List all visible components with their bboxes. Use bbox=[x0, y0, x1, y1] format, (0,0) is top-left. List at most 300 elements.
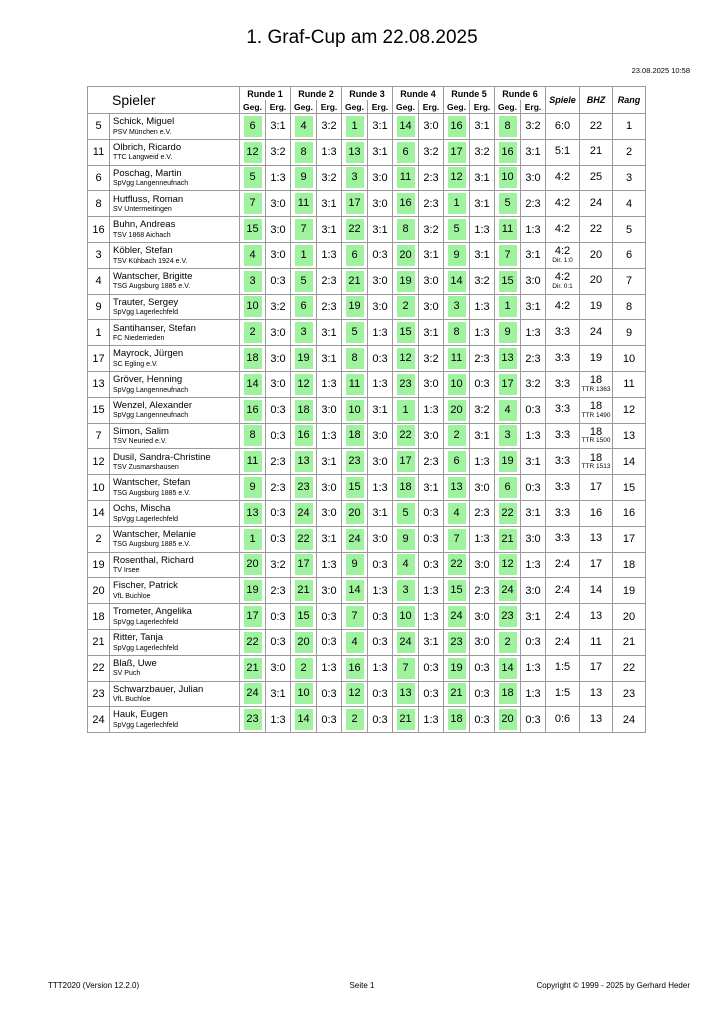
round-6-result: 0:3 bbox=[525, 404, 541, 417]
round-1-opponent: 7 bbox=[244, 193, 262, 214]
round-5-opponent-cell bbox=[444, 191, 470, 217]
round-6-result-cell bbox=[521, 449, 546, 475]
rang-cell bbox=[613, 294, 646, 320]
round-3-result-cell bbox=[368, 114, 393, 140]
round-5-result: 1:3 bbox=[474, 326, 490, 339]
round-3-opponent: 10 bbox=[346, 400, 364, 421]
round-3-opponent: 16 bbox=[346, 658, 364, 679]
round-5-result-cell bbox=[470, 707, 495, 733]
round-2-result: 3:0 bbox=[321, 507, 337, 520]
round-5-opponent: 9 bbox=[448, 245, 466, 266]
round-4-opponent: 1 bbox=[397, 400, 415, 421]
round-1-result-cell bbox=[266, 346, 291, 372]
round-4-opponent-cell bbox=[393, 165, 419, 191]
rang-cell bbox=[613, 191, 646, 217]
player-name: Trauter, Sergey bbox=[113, 296, 179, 308]
round-3-result-cell bbox=[368, 397, 393, 423]
spiele-cell bbox=[546, 681, 580, 707]
round-3-result-cell bbox=[368, 655, 393, 681]
round-1-result: 1:3 bbox=[270, 171, 286, 184]
bhz-cell bbox=[580, 268, 613, 294]
round-2-opponent: 10 bbox=[295, 683, 313, 704]
round-6-opponent-cell bbox=[495, 217, 521, 243]
round-6-opponent: 8 bbox=[499, 116, 517, 137]
round-5-opponent: 8 bbox=[448, 322, 466, 343]
round-6-opponent: 16 bbox=[499, 142, 517, 163]
footer-copyright: Copyright © 1999 - 2025 by Gerhard Heder bbox=[536, 981, 690, 990]
round-4-result-cell bbox=[419, 114, 444, 140]
rang-value: 17 bbox=[622, 533, 636, 546]
round-2-result: 1:3 bbox=[321, 378, 337, 391]
round-2-opponent-cell bbox=[291, 191, 317, 217]
round-5-opponent-cell bbox=[444, 526, 470, 552]
round-4-result-cell bbox=[419, 346, 444, 372]
round-6-result-cell bbox=[521, 655, 546, 681]
rang-value: 16 bbox=[622, 507, 636, 520]
round-3-result-cell bbox=[368, 604, 393, 630]
rang-cell bbox=[613, 655, 646, 681]
bhz-cell bbox=[580, 655, 613, 681]
round-3-opponent: 1 bbox=[346, 116, 364, 137]
rang-cell bbox=[613, 475, 646, 501]
spiele-cell bbox=[546, 165, 580, 191]
round-2-opponent: 11 bbox=[295, 193, 313, 214]
round-3-result: 0:3 bbox=[372, 687, 388, 700]
round-3-result: 0:3 bbox=[372, 558, 388, 571]
round-2-opponent-cell bbox=[291, 165, 317, 191]
round-5-result-cell bbox=[470, 242, 495, 268]
round-6-result: 3:0 bbox=[525, 171, 541, 184]
round-3-result-cell bbox=[368, 423, 393, 449]
spiele-value: 3:3 bbox=[554, 326, 571, 338]
round-6-opponent-cell bbox=[495, 707, 521, 733]
bhz-cell bbox=[580, 423, 613, 449]
round-6-result: 3:1 bbox=[525, 507, 541, 520]
start-number-cell bbox=[88, 114, 110, 140]
player-cell bbox=[110, 191, 240, 217]
round-1-opponent-cell bbox=[240, 294, 266, 320]
round-4-opponent-cell bbox=[393, 294, 419, 320]
round-2-result-cell bbox=[317, 114, 342, 140]
round-5-opponent: 15 bbox=[448, 580, 466, 601]
rang-value: 11 bbox=[623, 378, 635, 391]
rang-cell bbox=[613, 320, 646, 346]
player-club: SpVgg Lagerlechfeld bbox=[113, 644, 178, 652]
round-1-result-cell bbox=[266, 707, 291, 733]
rang-value: 5 bbox=[625, 223, 633, 236]
round-5-opponent-cell bbox=[444, 294, 470, 320]
start-number: 15 bbox=[92, 404, 105, 417]
round-4-opponent: 6 bbox=[397, 142, 415, 163]
round-5-opponent-cell bbox=[444, 268, 470, 294]
round-5-opponent: 1 bbox=[448, 193, 466, 214]
player-name: Blaß, Uwe bbox=[113, 657, 157, 669]
bhz-cell bbox=[580, 346, 613, 372]
round-5-result: 3:2 bbox=[474, 404, 490, 417]
start-number: 6 bbox=[95, 171, 102, 184]
round-6-opponent-cell bbox=[495, 320, 521, 346]
table-row bbox=[88, 320, 646, 346]
round-6-opponent-cell bbox=[495, 526, 521, 552]
round-1-opponent-cell bbox=[240, 242, 266, 268]
round-5-opponent: 19 bbox=[448, 658, 466, 679]
round-2-result-cell bbox=[317, 165, 342, 191]
round-1-result: 3:0 bbox=[270, 662, 286, 675]
round-6-result-cell bbox=[521, 320, 546, 346]
round-1-opponent: 24 bbox=[244, 683, 262, 704]
round-6-result-cell bbox=[521, 191, 546, 217]
round-5-result: 2:3 bbox=[474, 352, 490, 365]
round-4-opponent: 12 bbox=[397, 348, 415, 369]
direct-comparison-note: Dir. 1:0 bbox=[552, 256, 573, 264]
round-3-opponent: 22 bbox=[346, 219, 364, 240]
round-1-opponent: 9 bbox=[244, 477, 262, 498]
round-2-opponent: 23 bbox=[295, 477, 313, 498]
round-1-result-cell bbox=[266, 578, 291, 604]
round-2-result-cell bbox=[317, 500, 342, 526]
round-4-result-cell bbox=[419, 578, 444, 604]
round-3-result: 1:3 bbox=[372, 662, 388, 675]
round-5-opponent-cell bbox=[444, 139, 470, 165]
rang-value: 22 bbox=[622, 662, 636, 675]
round-1-result: 0:3 bbox=[270, 275, 286, 288]
round-2-opponent-cell bbox=[291, 526, 317, 552]
round-3-result-cell bbox=[368, 449, 393, 475]
player-name: Köbler, Stefan bbox=[113, 245, 173, 257]
start-number-cell bbox=[88, 165, 110, 191]
round-1-opponent-cell bbox=[240, 423, 266, 449]
spiele-cell bbox=[546, 655, 580, 681]
bhz-value: 17 bbox=[589, 480, 603, 493]
round-3-result: 3:0 bbox=[372, 197, 388, 210]
table-row bbox=[88, 346, 646, 372]
player-cell bbox=[110, 397, 240, 423]
round-4-opponent-cell bbox=[393, 552, 419, 578]
spiele-value: 4:2 bbox=[554, 245, 571, 258]
rang-cell bbox=[613, 242, 646, 268]
round-1-result-cell bbox=[266, 139, 291, 165]
rang-value: 9 bbox=[625, 326, 633, 339]
round-6-result-cell bbox=[521, 139, 546, 165]
round-5-result: 3:1 bbox=[474, 249, 490, 262]
round-5-opponent: 12 bbox=[448, 167, 466, 188]
player-name: Poschag, Martin bbox=[113, 167, 182, 179]
round-1-result-cell bbox=[266, 552, 291, 578]
round-2-opponent: 2 bbox=[295, 658, 313, 679]
round-3-result: 3:0 bbox=[372, 533, 388, 546]
bhz-cell bbox=[580, 707, 613, 733]
start-number-cell bbox=[88, 681, 110, 707]
round-4-result-cell bbox=[419, 242, 444, 268]
round-2-result-cell bbox=[317, 346, 342, 372]
round-2-opponent-cell bbox=[291, 397, 317, 423]
start-number-cell bbox=[88, 578, 110, 604]
start-number-cell bbox=[88, 604, 110, 630]
round-3-opponent: 5 bbox=[346, 322, 364, 343]
bhz-cell bbox=[580, 397, 613, 423]
round-2-result: 3:1 bbox=[321, 326, 337, 339]
table-row bbox=[88, 681, 646, 707]
start-number-cell bbox=[88, 475, 110, 501]
bhz-value: 21 bbox=[589, 145, 603, 158]
player-cell bbox=[110, 139, 240, 165]
start-number-cell bbox=[88, 629, 110, 655]
round-5-result: 0:3 bbox=[474, 378, 490, 391]
round-5-opponent: 24 bbox=[448, 606, 466, 627]
player-cell bbox=[110, 242, 240, 268]
rang-cell bbox=[613, 629, 646, 655]
round-2-result: 1:3 bbox=[321, 146, 337, 159]
round-2-opponent: 24 bbox=[295, 503, 313, 524]
print-timestamp: 23.08.2025 10:58 bbox=[631, 66, 690, 75]
rang-value: 2 bbox=[625, 146, 633, 159]
start-number: 2 bbox=[95, 533, 102, 546]
round-4-result-cell bbox=[419, 165, 444, 191]
header-geg: Geg. bbox=[291, 100, 317, 114]
round-5-opponent: 16 bbox=[448, 116, 466, 137]
round-3-opponent-cell bbox=[342, 320, 368, 346]
round-4-opponent: 19 bbox=[397, 271, 415, 292]
round-1-opponent: 11 bbox=[244, 451, 262, 472]
bhz-cell bbox=[580, 681, 613, 707]
spiele-value: 2:4 bbox=[554, 558, 571, 571]
round-1-result-cell bbox=[266, 320, 291, 346]
round-4-opponent-cell bbox=[393, 578, 419, 604]
round-6-result: 3:1 bbox=[525, 249, 541, 262]
player-club: SpVgg Lagerlechfeld bbox=[113, 721, 178, 729]
table-row bbox=[88, 655, 646, 681]
round-2-result: 3:0 bbox=[321, 584, 337, 597]
round-4-result-cell bbox=[419, 191, 444, 217]
round-4-result: 3:2 bbox=[423, 146, 439, 159]
rang-cell bbox=[613, 139, 646, 165]
round-2-opponent: 19 bbox=[295, 348, 313, 369]
round-6-opponent-cell bbox=[495, 346, 521, 372]
round-3-opponent-cell bbox=[342, 114, 368, 140]
player-club: TSV Kühbach 1924 e.V. bbox=[113, 257, 188, 265]
round-5-result-cell bbox=[470, 371, 495, 397]
round-5-result-cell bbox=[470, 139, 495, 165]
round-6-result-cell bbox=[521, 578, 546, 604]
start-number-cell bbox=[88, 268, 110, 294]
rang-value: 1 bbox=[625, 120, 633, 133]
round-1-opponent: 1 bbox=[244, 529, 262, 550]
round-1-opponent-cell bbox=[240, 655, 266, 681]
round-4-opponent: 11 bbox=[397, 167, 415, 188]
round-5-opponent-cell bbox=[444, 371, 470, 397]
round-6-result: 2:3 bbox=[525, 352, 541, 365]
round-3-result: 1:3 bbox=[372, 584, 388, 597]
start-number-cell bbox=[88, 500, 110, 526]
round-6-opponent: 2 bbox=[499, 632, 517, 653]
round-1-result: 0:3 bbox=[270, 533, 286, 546]
round-6-result-cell bbox=[521, 681, 546, 707]
round-2-result-cell bbox=[317, 629, 342, 655]
table-row bbox=[88, 114, 646, 140]
round-6-result-cell bbox=[521, 604, 546, 630]
player-club: TV Irsee bbox=[113, 567, 140, 575]
spiele-cell bbox=[546, 552, 580, 578]
table-row bbox=[88, 371, 646, 397]
spiele-value: 4:2 bbox=[554, 271, 571, 284]
start-number-cell bbox=[88, 552, 110, 578]
round-5-opponent: 21 bbox=[448, 683, 466, 704]
round-5-result: 3:0 bbox=[474, 636, 490, 649]
round-6-opponent-cell bbox=[495, 114, 521, 140]
round-4-opponent: 22 bbox=[397, 425, 415, 446]
round-6-opponent: 6 bbox=[499, 477, 517, 498]
bhz-value: 22 bbox=[589, 119, 603, 132]
round-2-result-cell bbox=[317, 526, 342, 552]
round-5-opponent-cell bbox=[444, 397, 470, 423]
start-number: 12 bbox=[92, 455, 105, 468]
round-5-result-cell bbox=[470, 268, 495, 294]
round-1-result: 1:3 bbox=[270, 713, 286, 726]
round-3-result-cell bbox=[368, 475, 393, 501]
round-2-opponent: 21 bbox=[295, 580, 313, 601]
bhz-cell bbox=[580, 526, 613, 552]
rang-value: 24 bbox=[622, 713, 636, 726]
round-2-result-cell bbox=[317, 139, 342, 165]
round-6-result: 3:1 bbox=[525, 610, 541, 623]
round-4-result: 3:0 bbox=[423, 300, 439, 313]
round-4-opponent-cell bbox=[393, 604, 419, 630]
round-4-result: 0:3 bbox=[423, 687, 439, 700]
round-1-opponent: 4 bbox=[244, 245, 262, 266]
round-4-result-cell bbox=[419, 371, 444, 397]
bhz-value: 18 bbox=[589, 451, 603, 464]
round-4-result: 1:3 bbox=[423, 584, 439, 597]
round-4-opponent: 10 bbox=[397, 606, 415, 627]
rang-value: 6 bbox=[625, 249, 633, 262]
bhz-value: 24 bbox=[589, 326, 603, 338]
round-6-opponent: 15 bbox=[499, 271, 517, 292]
round-1-opponent: 16 bbox=[244, 400, 262, 421]
bhz-cell bbox=[580, 449, 613, 475]
bhz-cell bbox=[580, 475, 613, 501]
round-6-result: 3:2 bbox=[525, 378, 541, 391]
spiele-cell bbox=[546, 629, 580, 655]
round-6-opponent: 13 bbox=[499, 348, 517, 369]
spiele-value: 0:6 bbox=[554, 712, 571, 725]
round-6-result: 1:3 bbox=[525, 662, 541, 675]
header-geg: Geg. bbox=[240, 100, 266, 114]
round-5-result-cell bbox=[470, 346, 495, 372]
round-3-opponent-cell bbox=[342, 500, 368, 526]
round-6-result-cell bbox=[521, 371, 546, 397]
player-club: TSV 1868 Aichach bbox=[113, 231, 171, 239]
round-1-result: 3:2 bbox=[270, 558, 286, 571]
rang-cell bbox=[613, 526, 646, 552]
round-3-opponent-cell bbox=[342, 629, 368, 655]
spiele-value: 3:3 bbox=[554, 377, 571, 390]
player-cell bbox=[110, 681, 240, 707]
player-club: VfL Buchloe bbox=[113, 592, 151, 600]
header-round-4: Runde 4 bbox=[393, 87, 444, 101]
spiele-value: 3:3 bbox=[554, 454, 571, 467]
bhz-cell bbox=[580, 191, 613, 217]
round-3-result: 0:3 bbox=[372, 713, 388, 726]
round-2-opponent-cell bbox=[291, 707, 317, 733]
spiele-cell bbox=[546, 114, 580, 140]
spiele-value: 3:3 bbox=[554, 403, 571, 416]
round-5-result: 3:1 bbox=[474, 171, 490, 184]
round-6-opponent-cell bbox=[495, 165, 521, 191]
round-4-result-cell bbox=[419, 294, 444, 320]
rang-value: 3 bbox=[625, 171, 633, 184]
spiele-cell bbox=[546, 397, 580, 423]
round-5-opponent: 10 bbox=[448, 374, 466, 395]
round-3-result-cell bbox=[368, 320, 393, 346]
round-2-result-cell bbox=[317, 268, 342, 294]
player-name: Schick, Miguel bbox=[113, 116, 175, 128]
round-3-result-cell bbox=[368, 294, 393, 320]
round-3-opponent: 4 bbox=[346, 632, 364, 653]
player-cell bbox=[110, 526, 240, 552]
bhz-cell bbox=[580, 578, 613, 604]
table-row bbox=[88, 707, 646, 733]
round-4-opponent: 21 bbox=[397, 709, 415, 730]
round-1-opponent: 8 bbox=[244, 425, 262, 446]
round-5-opponent-cell bbox=[444, 449, 470, 475]
round-2-opponent-cell bbox=[291, 552, 317, 578]
round-3-opponent: 12 bbox=[346, 683, 364, 704]
round-6-opponent: 17 bbox=[499, 374, 517, 395]
round-2-opponent: 12 bbox=[295, 374, 313, 395]
round-6-result-cell bbox=[521, 526, 546, 552]
round-4-result: 3:1 bbox=[423, 636, 439, 649]
player-cell bbox=[110, 371, 240, 397]
start-number-cell bbox=[88, 449, 110, 475]
round-1-result: 0:3 bbox=[270, 507, 286, 520]
round-3-result-cell bbox=[368, 242, 393, 268]
round-4-result-cell bbox=[419, 655, 444, 681]
spiele-cell bbox=[546, 449, 580, 475]
round-3-result: 0:3 bbox=[372, 610, 388, 623]
round-1-opponent: 13 bbox=[244, 503, 262, 524]
round-2-opponent-cell bbox=[291, 681, 317, 707]
round-6-opponent: 18 bbox=[499, 683, 517, 704]
round-6-opponent-cell bbox=[495, 578, 521, 604]
round-4-opponent-cell bbox=[393, 346, 419, 372]
table-row bbox=[88, 526, 646, 552]
round-1-opponent: 20 bbox=[244, 554, 262, 575]
round-3-opponent-cell bbox=[342, 604, 368, 630]
start-number: 14 bbox=[92, 507, 105, 520]
header-geg: Geg. bbox=[342, 100, 368, 114]
round-1-opponent: 15 bbox=[244, 219, 262, 240]
round-5-result-cell bbox=[470, 681, 495, 707]
round-1-opponent-cell bbox=[240, 449, 266, 475]
round-3-opponent-cell bbox=[342, 707, 368, 733]
start-number: 11 bbox=[92, 146, 105, 159]
round-5-opponent-cell bbox=[444, 165, 470, 191]
header-geg: Geg. bbox=[495, 100, 521, 114]
spiele-cell bbox=[546, 294, 580, 320]
round-4-result-cell bbox=[419, 604, 444, 630]
round-6-opponent: 1 bbox=[499, 296, 517, 317]
round-1-opponent-cell bbox=[240, 268, 266, 294]
ttr-note: TTR 1500 bbox=[581, 437, 611, 445]
player-name: Wantscher, Stefan bbox=[113, 477, 191, 489]
round-5-opponent-cell bbox=[444, 475, 470, 501]
header-rang: Rang bbox=[613, 87, 646, 114]
round-4-opponent: 13 bbox=[397, 683, 415, 704]
start-number: 20 bbox=[92, 584, 105, 597]
round-2-opponent: 7 bbox=[295, 219, 313, 240]
round-4-opponent: 24 bbox=[397, 632, 415, 653]
round-4-result: 3:0 bbox=[423, 275, 439, 288]
